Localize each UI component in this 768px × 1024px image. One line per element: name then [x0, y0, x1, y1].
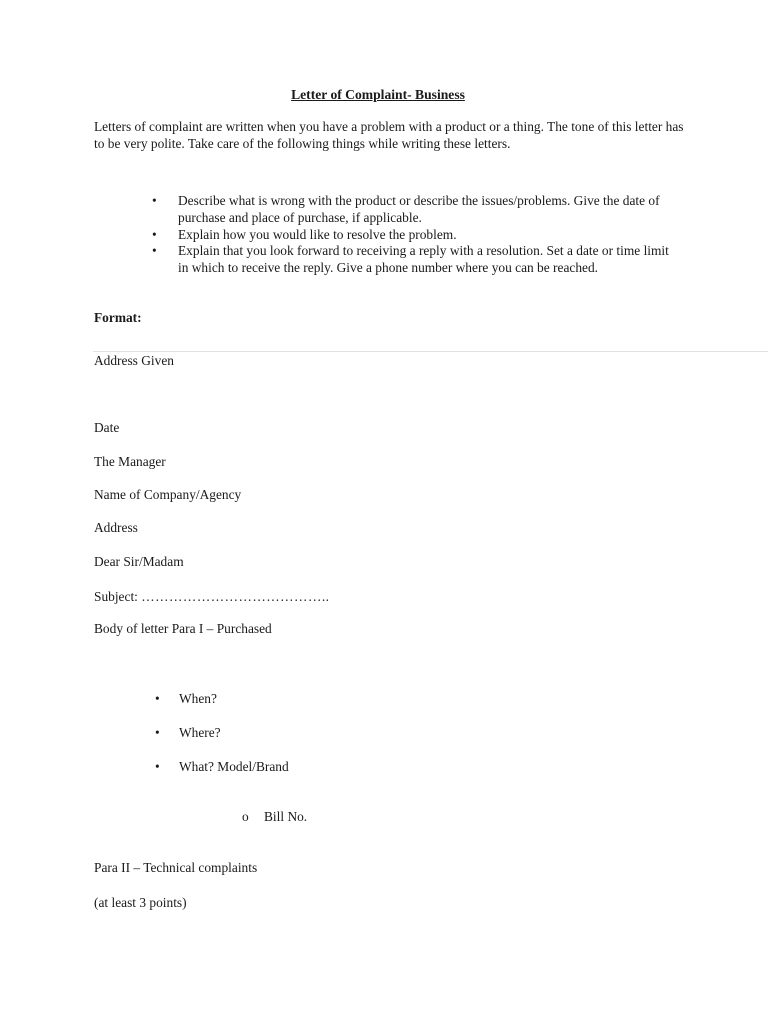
list-item [150, 227, 680, 244]
bullet-icon: • [152, 193, 157, 208]
subject-line [94, 589, 330, 605]
bullet-icon: • [152, 226, 157, 242]
subject-label: Subject: [94, 589, 138, 604]
bullet-icon: • [155, 691, 160, 706]
list-item [155, 691, 217, 707]
address-line: Address [94, 520, 138, 535]
bullet-icon: • [155, 725, 160, 740]
para1-subpoint: Bill No. [264, 809, 308, 824]
date-line: Date [94, 420, 120, 435]
intro-paragraph: Letters of complaint are written when you have a problem with a product or a thing. The tone of this letter has to be very polite. Take care of the following things while writing these letters. [94, 119, 684, 151]
guideline-text: Explain that you look forward to receiving a reply with a resolution. Set a date or time limit in which to receive the reply. Give a phone number where you can be reached. [178, 243, 669, 276]
salutation-line: Dear Sir/Madam [94, 554, 184, 569]
format-heading: Format: [94, 310, 142, 325]
bullet-icon: • [155, 759, 160, 774]
bullet-icon: • [152, 243, 157, 259]
guideline-text: Explain how you would like to resolve the problem. [178, 226, 457, 242]
list-item [242, 809, 307, 825]
para2-line: Para II – Technical complaints [94, 860, 258, 875]
para1-line: Body of letter Para I – Purchased [94, 621, 272, 636]
para1-point: What? Model/Brand [179, 759, 289, 774]
address-given-line: Address Given [94, 353, 174, 368]
list-item [155, 725, 221, 741]
guideline-text: Describe what is wrong with the product or describe the issues/problems. Give the date of purchase and place of purchase, if applicable. [178, 193, 660, 225]
circle-bullet-icon: o [242, 809, 249, 824]
section-divider [93, 351, 768, 352]
manager-line: The Manager [94, 454, 166, 469]
para1-point: When? [179, 691, 217, 706]
para2-note: (at least 3 points) [94, 895, 187, 910]
list-item [150, 193, 680, 227]
document-title: Letter of Complaint- Business [291, 87, 465, 102]
subject-placeholder: ………………………………….. [141, 589, 330, 604]
list-item [155, 759, 289, 775]
list-item [150, 243, 680, 277]
company-line: Name of Company/Agency [94, 487, 242, 502]
para1-point: Where? [179, 725, 221, 740]
guidelines-list [150, 193, 680, 277]
